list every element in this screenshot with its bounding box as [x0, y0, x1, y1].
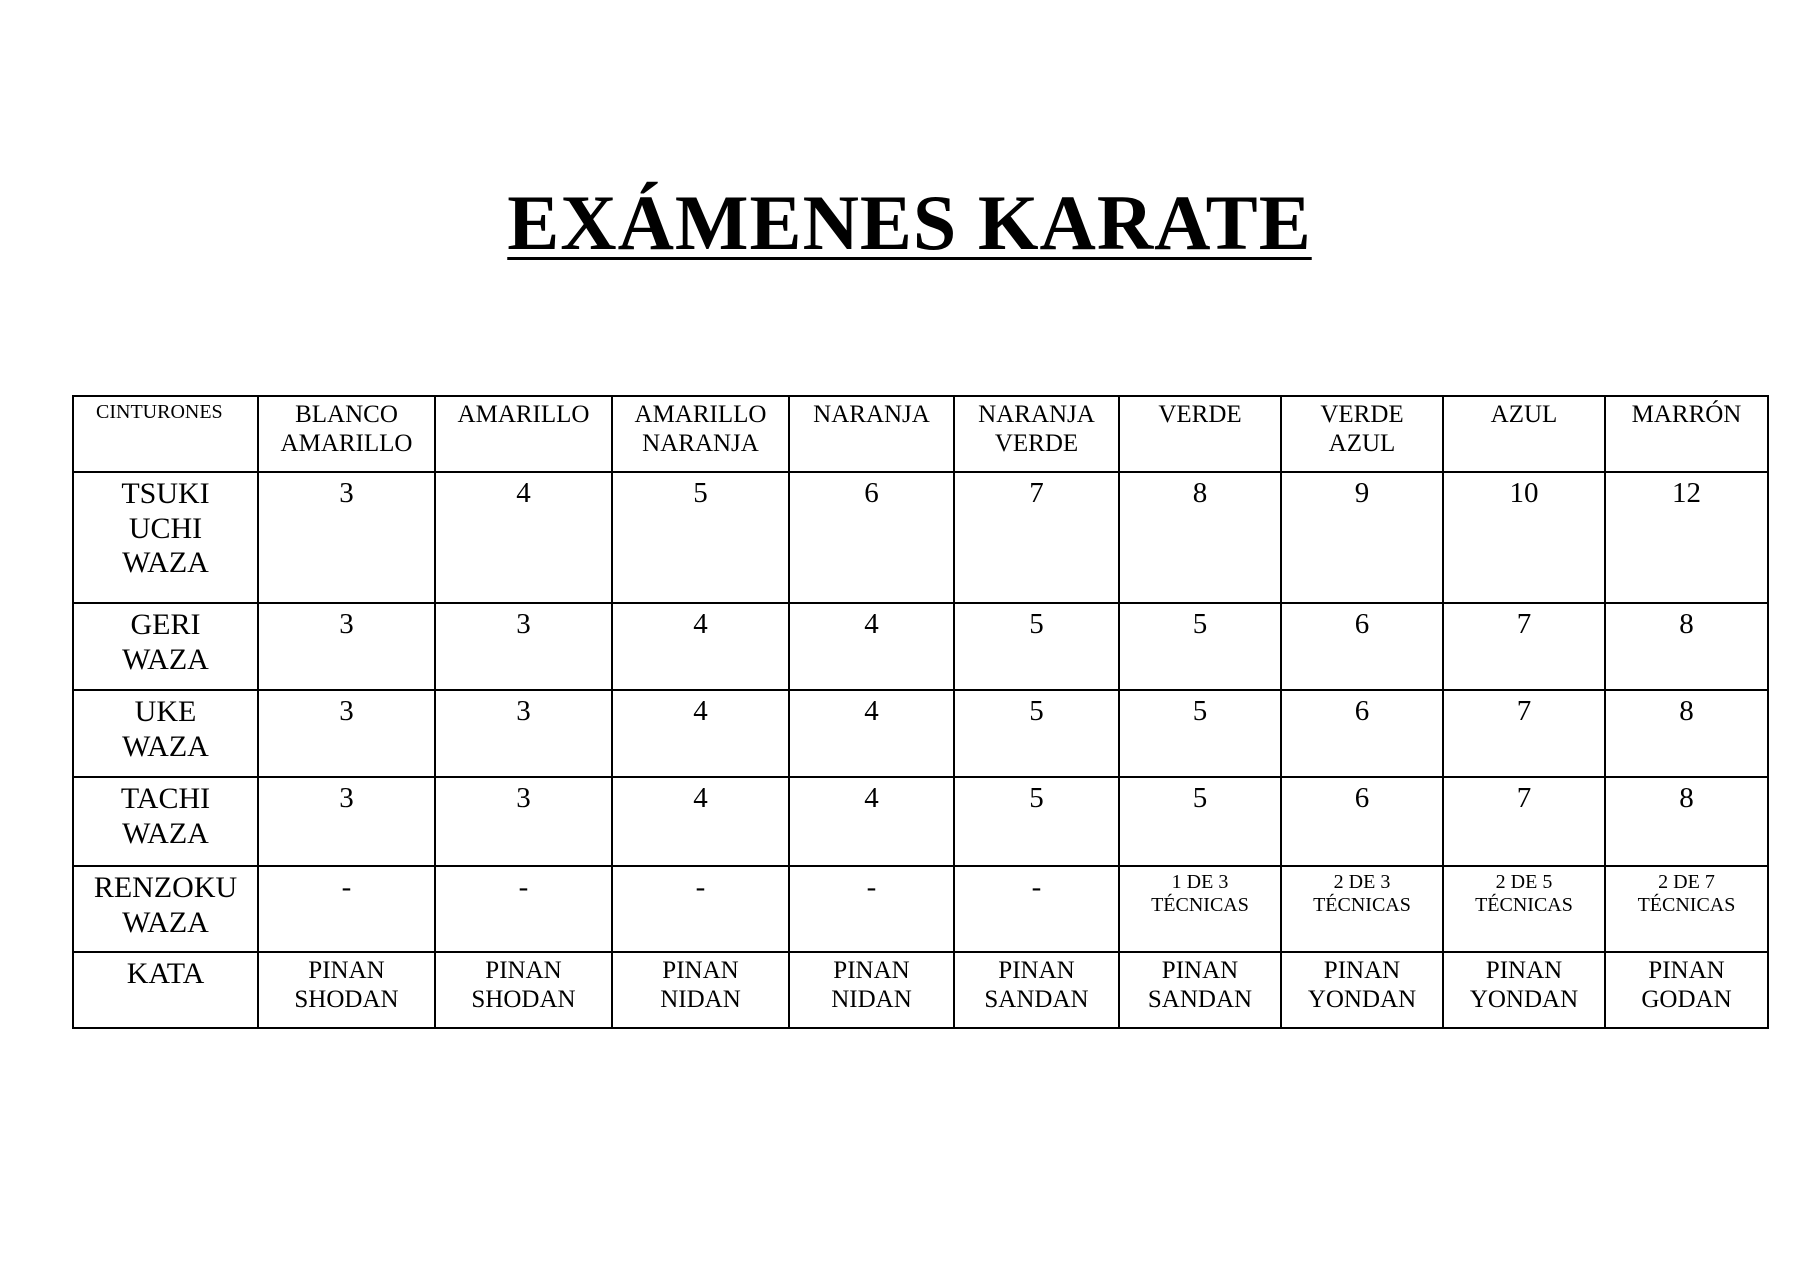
- belt-header-naranja-verde: NARANJA VERDE: [954, 396, 1119, 472]
- table-cell: 6: [1281, 603, 1443, 690]
- table-cell: 8: [1605, 777, 1768, 866]
- row-uke-waza: [73, 690, 1768, 777]
- belt-header-naranja: NARANJA: [789, 396, 954, 472]
- table-cell: 2 DE 5 TÉCNICAS: [1443, 866, 1605, 952]
- table-cell: PINAN SANDAN: [954, 952, 1119, 1028]
- table-cell: 12: [1605, 472, 1768, 603]
- table-cell: 7: [1443, 603, 1605, 690]
- table-cell: PINAN GODAN: [1605, 952, 1768, 1028]
- row-renzoku-waza: [73, 866, 1768, 952]
- row-label: TACHI WAZA: [73, 777, 258, 866]
- exam-requirements-table: [72, 395, 1769, 1029]
- header-row: [73, 396, 1768, 472]
- table-cell: -: [435, 866, 612, 952]
- table-cell: PINAN SHODAN: [258, 952, 435, 1028]
- table-cell: -: [789, 866, 954, 952]
- row-label: KATA: [73, 952, 258, 1028]
- belt-header-amarillo: AMARILLO: [435, 396, 612, 472]
- table-cell: 4: [789, 603, 954, 690]
- table-cell: 8: [1119, 472, 1281, 603]
- table-cell: 6: [789, 472, 954, 603]
- corner-header: CINTURONES: [73, 396, 258, 472]
- table-cell: 3: [258, 690, 435, 777]
- row-label: UKE WAZA: [73, 690, 258, 777]
- table-cell: 1 DE 3 TÉCNICAS: [1119, 866, 1281, 952]
- belt-header-verde-azul: VERDE AZUL: [1281, 396, 1443, 472]
- table-cell: 3: [435, 777, 612, 866]
- belt-header-azul: AZUL: [1443, 396, 1605, 472]
- table-cell: 5: [1119, 603, 1281, 690]
- table-cell: -: [954, 866, 1119, 952]
- table-cell: 4: [612, 777, 789, 866]
- table-cell: PINAN NIDAN: [789, 952, 954, 1028]
- table-cell: 8: [1605, 690, 1768, 777]
- table-cell: 5: [954, 690, 1119, 777]
- row-kata: [73, 952, 1768, 1028]
- table-cell: 3: [258, 603, 435, 690]
- table-cell: 8: [1605, 603, 1768, 690]
- belt-header-marron: MARRÓN: [1605, 396, 1768, 472]
- table-cell: 3: [258, 777, 435, 866]
- row-label: GERI WAZA: [73, 603, 258, 690]
- table-cell: 3: [435, 690, 612, 777]
- row-label: TSUKI UCHI WAZA: [73, 472, 258, 603]
- table-cell: 7: [954, 472, 1119, 603]
- table-cell: PINAN NIDAN: [612, 952, 789, 1028]
- table-cell: 4: [789, 690, 954, 777]
- table-cell: -: [612, 866, 789, 952]
- table-cell: 5: [1119, 690, 1281, 777]
- table-cell: PINAN YONDAN: [1281, 952, 1443, 1028]
- table-cell: 5: [954, 603, 1119, 690]
- table-cell: 6: [1281, 777, 1443, 866]
- table-cell: 7: [1443, 777, 1605, 866]
- table-cell: -: [258, 866, 435, 952]
- table-cell: 6: [1281, 690, 1443, 777]
- page-title: EXÁMENES KARATE: [507, 179, 1312, 266]
- row-tsuki-uchi-waza: [73, 472, 1768, 603]
- table-cell: 5: [1119, 777, 1281, 866]
- table-cell: 3: [258, 472, 435, 603]
- table-cell: 7: [1443, 690, 1605, 777]
- table-cell: PINAN SANDAN: [1119, 952, 1281, 1028]
- table-cell: 4: [612, 690, 789, 777]
- table-cell: PINAN SHODAN: [435, 952, 612, 1028]
- table-cell: 5: [612, 472, 789, 603]
- row-geri-waza: [73, 603, 1768, 690]
- table-cell: 2 DE 3 TÉCNICAS: [1281, 866, 1443, 952]
- table-cell: 3: [435, 603, 612, 690]
- table-cell: 4: [435, 472, 612, 603]
- belt-header-verde: VERDE: [1119, 396, 1281, 472]
- table-cell: PINAN YONDAN: [1443, 952, 1605, 1028]
- belt-header-blanco-amarillo: BLANCO AMARILLO: [258, 396, 435, 472]
- table-cell: 4: [612, 603, 789, 690]
- belt-header-amarillo-naranja: AMARILLO NARANJA: [612, 396, 789, 472]
- table-cell: 10: [1443, 472, 1605, 603]
- row-tachi-waza: [73, 777, 1768, 866]
- table-cell: 4: [789, 777, 954, 866]
- row-label: RENZOKU WAZA: [73, 866, 258, 952]
- table-cell: 2 DE 7 TÉCNICAS: [1605, 866, 1768, 952]
- table-cell: 5: [954, 777, 1119, 866]
- table-cell: 9: [1281, 472, 1443, 603]
